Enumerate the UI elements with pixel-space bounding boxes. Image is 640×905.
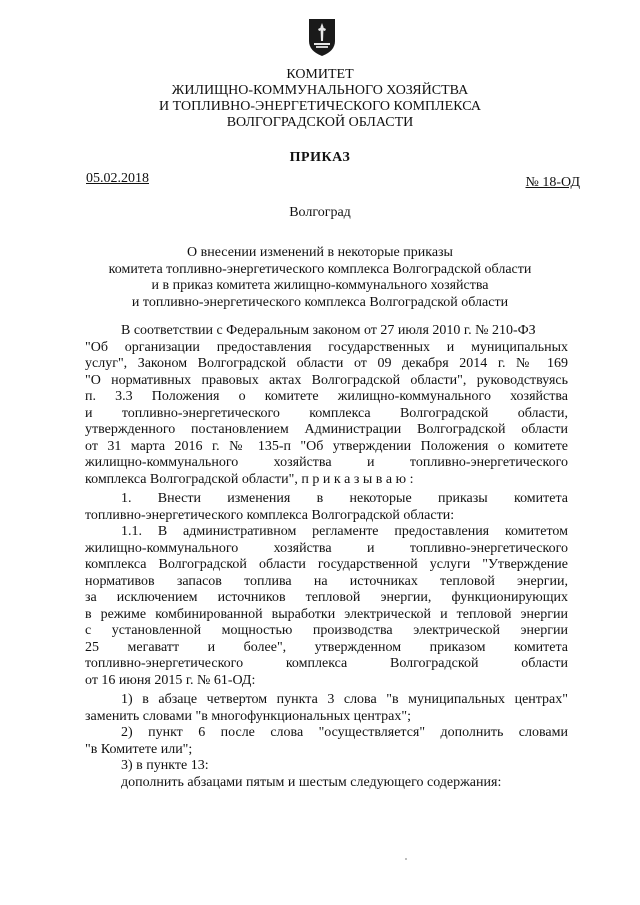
body-line: 25 мегаватт и более", утвержденном приказом комитета <box>85 639 568 655</box>
body-line: утвержденного постановлением Администрации Волгоградской области <box>85 422 568 437</box>
body-line: п. 3.3 Положения о комитете жилищно-коммунального хозяйства <box>85 389 568 404</box>
body-line: 3) в пункте 13: <box>121 758 209 773</box>
body-line: за исключением источников тепловой энергии, функционирующих <box>85 590 568 605</box>
body-line: 1.1. В административном регламенте предоставления комитетом <box>121 524 568 539</box>
scan-speck <box>405 858 407 860</box>
body-line: от 16 июня 2015 г. № 61-ОД: <box>85 672 256 688</box>
body-line: заменить словами "в многофункциональных центрах"; <box>85 708 411 724</box>
document-city: Волгоград <box>289 205 351 220</box>
body-line: "О нормативных правовых актах Волгоградской области", руководствуясь <box>85 372 568 388</box>
body-line: от 31 марта 2016 г. № 135-п "Об утверждении Положения о комитете <box>85 438 568 454</box>
body-line: с установленной мощностью производства электрической энергии <box>85 623 568 638</box>
body-line: "в Комитете или"; <box>85 741 193 757</box>
body-line: В соответствии с Федеральным законом от 27 июля 2010 г. № 210-ФЗ <box>121 323 536 338</box>
body-line: дополнить абзацами пятым и шестым следующего содержания: <box>121 774 502 790</box>
body-line: "Об организации предоставления государственных и муниципальных <box>85 339 568 355</box>
subject-line: и в приказ комитета жилищно-коммунального хозяйства <box>151 278 489 293</box>
organization-header <box>0 67 640 131</box>
subject-line: и топливно-энергетического комплекса Волгоградской области <box>131 294 509 310</box>
document-number: № 18-ОД <box>525 175 580 190</box>
org-line-2: ЖИЛИЩНО-КОММУНАЛЬНОГО ХОЗЯЙСТВА <box>171 83 469 98</box>
body-line: нормативов запасов топлива на источниках тепловой энергии, <box>85 573 568 589</box>
document-subject <box>60 245 580 311</box>
org-line-3: И ТОПЛИВНО-ЭНЕРГЕТИЧЕСКОГО КОМПЛЕКСА <box>159 99 481 114</box>
body-line: 2) пункт 6 после слова "осуществляется" дополнить словами <box>121 725 568 740</box>
org-line-4: ВОЛГОГРАДСКОЙ ОБЛАСТИ <box>226 115 414 130</box>
subject-line: О внесении изменений в некоторые приказы <box>187 245 453 260</box>
document-title: ПРИКАЗ <box>289 150 351 165</box>
volgograd-emblem-icon <box>307 17 337 57</box>
body-line: комплекса Волгоградской области государственной услуги "Утверждение <box>85 557 568 572</box>
body-line: 1. Внести изменения в некоторые приказы комитета <box>121 491 568 506</box>
body-line: топливно-энергетического комплекса Волгоградской области: <box>85 507 455 523</box>
body-line: в режиме комбинированной выработки электрической и тепловой энергии <box>85 606 568 622</box>
body-line: топливно-энергетического комплекса Волгоградской области <box>85 656 568 671</box>
document-date: 05.02.2018 <box>86 171 149 186</box>
body-line: услуг", Законом Волгоградской области от 09 декабря 2014 г. № 169 <box>85 356 568 371</box>
subject-line: комитета топливно-энергетического комплекса Волгоградской области <box>108 261 532 277</box>
body-line: 1) в абзаце четвертом пункта 3 слова "в муниципальных центрах" <box>121 692 568 707</box>
body-line: жилищно-коммунального хозяйства и топливно-энергетического <box>85 540 568 556</box>
body-line: жилищно-коммунального хозяйства и топливно-энергетического <box>85 455 568 470</box>
org-line-1: КОМИТЕТ <box>286 67 354 82</box>
document-body <box>85 323 568 791</box>
body-line: и топливно-энергетического комплекса Волгоградской области, <box>85 405 568 421</box>
body-line: комплекса Волгоградской области", п р и к а з ы в а ю : <box>85 471 414 487</box>
